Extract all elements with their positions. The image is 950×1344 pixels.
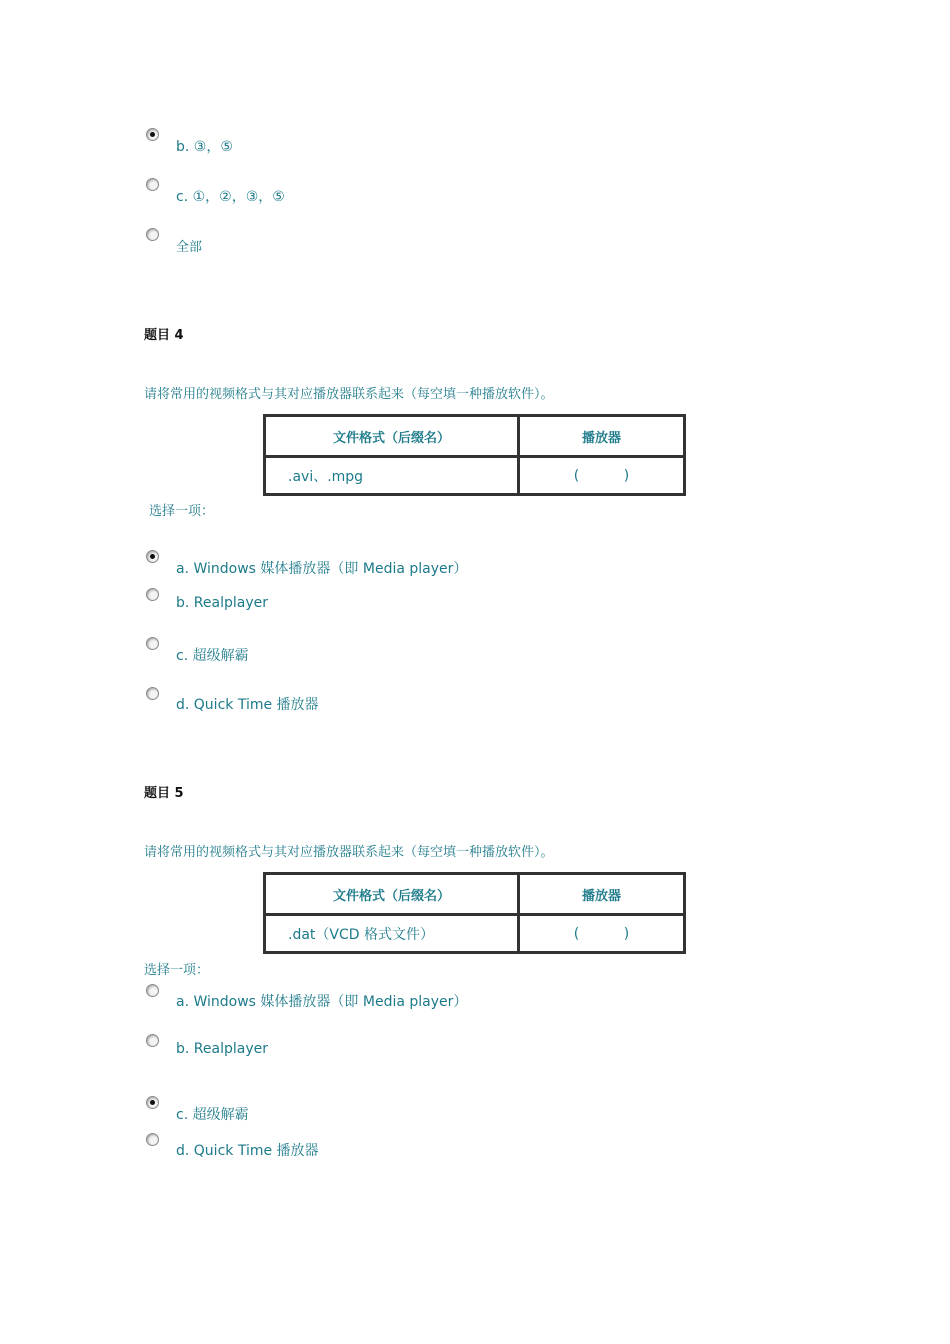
table-cell-format: .avi、.mpg	[265, 457, 519, 494]
q4-option-c-label: c. 超级解霸	[176, 648, 249, 664]
q4-option-b-label: b. Realplayer	[176, 595, 268, 611]
table-cell-format: .dat（VCD 格式文件）	[265, 915, 519, 952]
q4-option-b-radio[interactable]	[146, 588, 159, 601]
option-c-radio[interactable]	[146, 178, 159, 191]
q4-option-a-radio[interactable]	[146, 550, 159, 563]
q4-option-c-radio[interactable]	[146, 637, 159, 650]
q5-option-b-radio[interactable]	[146, 1034, 159, 1047]
option-b-radio[interactable]	[146, 128, 159, 141]
q4-option-d-radio[interactable]	[146, 687, 159, 700]
q5-option-d-radio[interactable]	[146, 1133, 159, 1146]
table-header-player: 播放器	[519, 416, 684, 457]
question-4-title: 题目 4	[144, 328, 184, 343]
option-all-label: 全部	[176, 240, 203, 255]
question-4-prompt: 请将常用的视频格式与其对应播放器联系起来（每空填一种播放软件）。	[144, 387, 554, 402]
option-b-label: b. ③，⑤	[176, 139, 233, 155]
q5-option-d-label: d. Quick Time 播放器	[176, 1143, 319, 1159]
table-cell-blank: ( )	[519, 915, 684, 952]
question-5-prompt: 请将常用的视频格式与其对应播放器联系起来（每空填一种播放软件）。	[144, 845, 554, 860]
question-5-select-label: 选择一项：	[144, 963, 210, 978]
question-5-table	[263, 872, 686, 954]
q4-option-d-label: d. Quick Time 播放器	[176, 697, 319, 713]
q5-option-a-label: a. Windows 媒体播放器（即 Media player）	[176, 994, 468, 1010]
option-all-radio[interactable]	[146, 228, 159, 241]
q5-option-a-radio[interactable]	[146, 984, 159, 997]
table-header-format: 文件格式（后缀名）	[265, 874, 519, 915]
table-header-format: 文件格式（后缀名）	[265, 416, 519, 457]
question-4-select-label: 选择一项：	[149, 504, 215, 519]
option-c-label: c. ①，②，③，⑤	[176, 189, 285, 205]
table-header-player: 播放器	[519, 874, 684, 915]
q4-option-a-label: a. Windows 媒体播放器（即 Media player）	[176, 561, 468, 577]
table-cell-blank: ( )	[519, 457, 684, 494]
question-4-table	[263, 414, 686, 496]
question-5-title: 题目 5	[144, 786, 184, 801]
q5-option-c-radio[interactable]	[146, 1096, 159, 1109]
q5-option-b-label: b. Realplayer	[176, 1041, 268, 1057]
q5-option-c-label: c. 超级解霸	[176, 1107, 249, 1123]
